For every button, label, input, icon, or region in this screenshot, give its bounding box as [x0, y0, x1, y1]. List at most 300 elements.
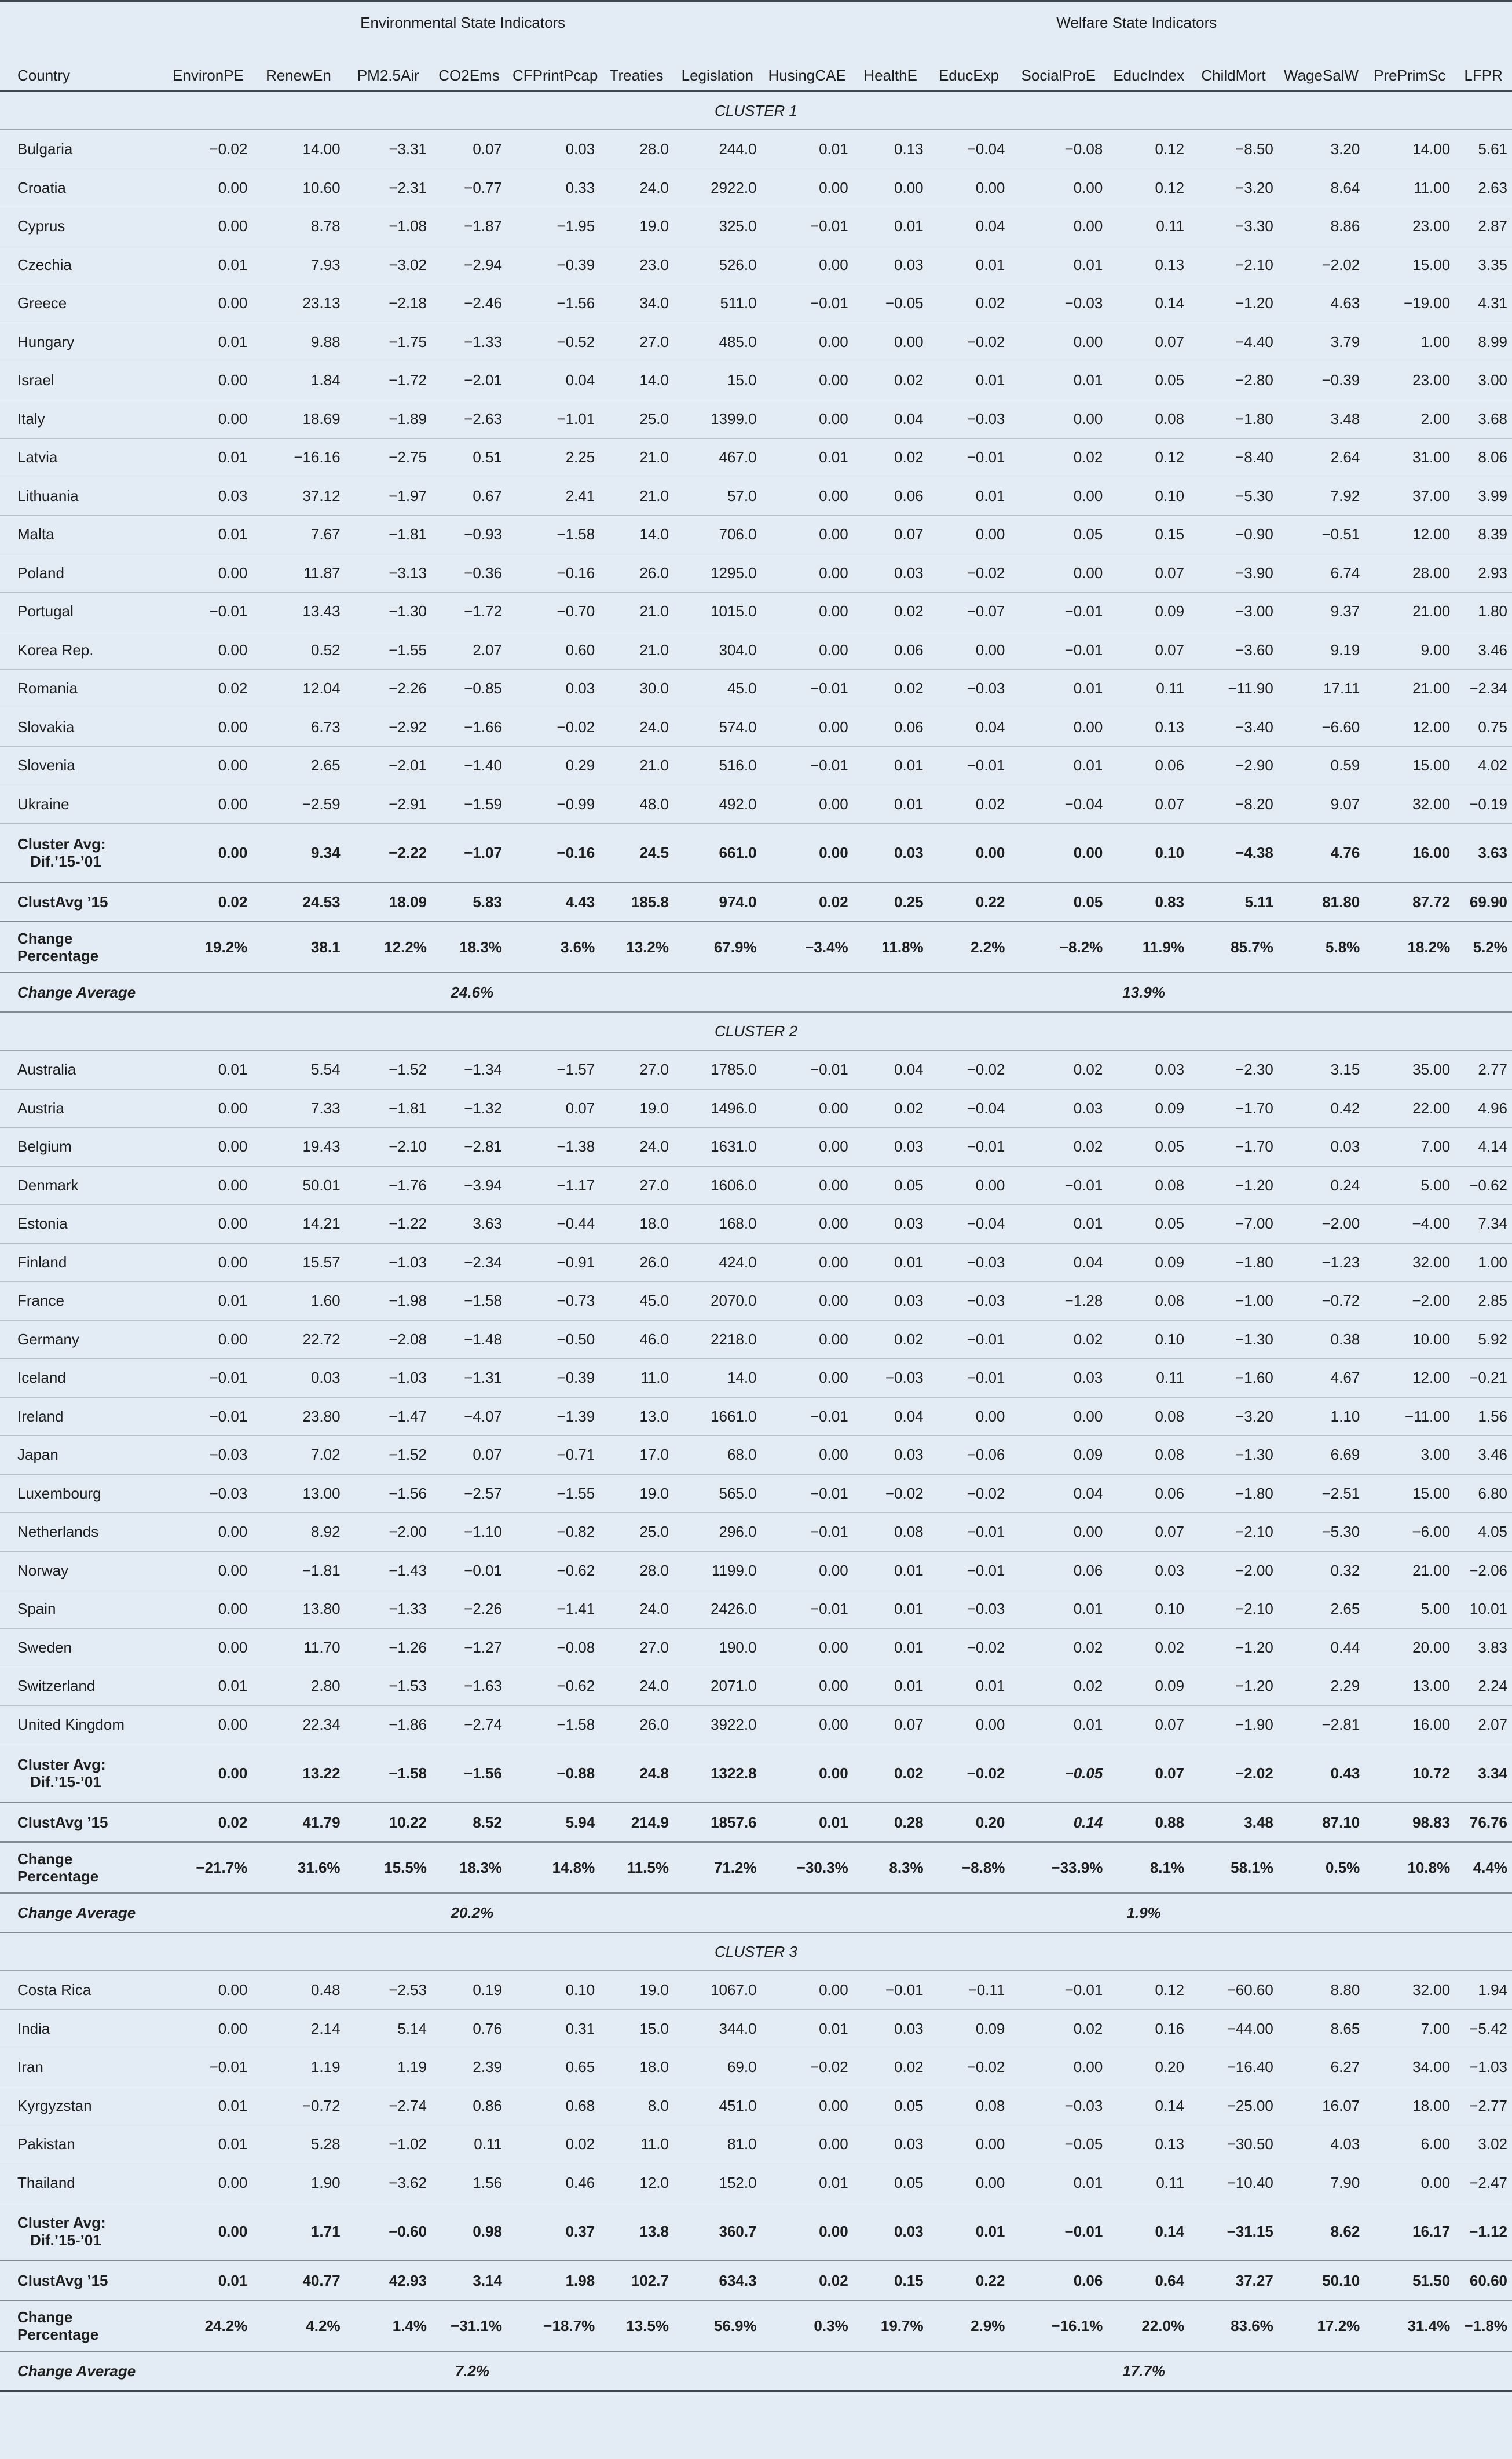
country-name: Romania — [0, 670, 164, 708]
table-cell: 0.08 — [853, 1513, 928, 1552]
table-cell: 12.00 — [1364, 1359, 1455, 1398]
table-row — [0, 169, 1512, 207]
table-cell: 18.0 — [599, 2048, 673, 2087]
clustavg-15-label: ClustAvg ’15 — [0, 882, 164, 922]
table-cell: 0.32 — [1278, 1551, 1364, 1590]
country-name: Luxembourg — [0, 1474, 164, 1513]
table-cell: 68.0 — [673, 1436, 762, 1475]
table-cell: 0.10 — [1107, 1320, 1189, 1359]
table-row — [0, 516, 1512, 554]
country-name: Japan — [0, 1436, 164, 1475]
table-cell: 2071.0 — [673, 1667, 762, 1706]
table-cell: −16.1% — [1009, 2300, 1107, 2351]
change-average-label: Change Average — [0, 973, 345, 1012]
table-cell: −1.59 — [431, 785, 507, 824]
table-cell: 18.3% — [431, 1842, 507, 1893]
table-cell: 0.08 — [1107, 1282, 1189, 1321]
table-cell: 2.80 — [252, 1667, 345, 1706]
table-cell: 7.02 — [252, 1436, 345, 1475]
table-cell: 0.09 — [1107, 1089, 1189, 1128]
table-cell: −31.1% — [431, 2300, 507, 2351]
table-cell: 0.05 — [1107, 1128, 1189, 1167]
column-header-childmort: ChildMort — [1201, 67, 1266, 84]
table-cell: −2.00 — [345, 1513, 431, 1552]
table-cell: 2.65 — [252, 747, 345, 785]
table-cell: −2.92 — [345, 708, 431, 747]
table-cell: −1.12 — [1455, 2202, 1512, 2261]
table-cell: 304.0 — [673, 631, 762, 670]
table-cell: −5.42 — [1455, 2009, 1512, 2048]
table-cell: 0.29 — [507, 747, 599, 785]
table-cell: −0.05 — [853, 284, 928, 323]
table-cell: 1.98 — [507, 2261, 599, 2300]
table-cell: 0.02 — [853, 670, 928, 708]
table-cell: −2.22 — [345, 824, 431, 883]
table-cell: −0.71 — [507, 1436, 599, 1475]
table-cell: 0.03 — [252, 1359, 345, 1398]
table-cell: 2.64 — [1278, 439, 1364, 477]
table-cell: 7.00 — [1364, 2009, 1455, 2048]
country-name: Latvia — [0, 439, 164, 477]
table-cell: −2.51 — [1278, 1474, 1364, 1513]
table-cell: 3.6% — [507, 922, 599, 973]
change-label-line2: Percentage — [17, 1868, 99, 1885]
table-cell: −2.10 — [1189, 1513, 1278, 1552]
table-cell: 0.98 — [431, 2202, 507, 2261]
table-cell: 0.24 — [1278, 1166, 1364, 1205]
avg-label-line1: Cluster Avg: — [17, 835, 106, 853]
table-cell: 0.08 — [1107, 1436, 1189, 1475]
table-cell: −0.19 — [1455, 785, 1512, 824]
table-cell: 0.01 — [164, 1050, 252, 1089]
table-cell: −0.02 — [928, 554, 1010, 593]
table-cell: 28.0 — [599, 1551, 673, 1590]
table-cell: −0.16 — [507, 554, 599, 593]
table-cell: 0.01 — [928, 477, 1010, 516]
table-cell: 31.00 — [1364, 439, 1455, 477]
table-cell: 0.07 — [431, 130, 507, 169]
table-cell: 0.00 — [928, 2164, 1010, 2202]
table-cell: 0.01 — [853, 1590, 928, 1629]
table-cell: −1.39 — [507, 1397, 599, 1436]
table-cell: −2.34 — [431, 1243, 507, 1282]
table-cell: 0.02 — [928, 284, 1010, 323]
table-cell: 0.02 — [507, 2125, 599, 2164]
table-cell: −0.08 — [507, 1628, 599, 1667]
table-row — [0, 2048, 1512, 2087]
table-cell: 71.2% — [673, 1842, 762, 1893]
table-cell: −0.39 — [507, 1359, 599, 1398]
table-cell: 0.03 — [164, 477, 252, 516]
table-cell: 17.11 — [1278, 670, 1364, 708]
table-cell: −1.30 — [1189, 1320, 1278, 1359]
table-cell: −0.02 — [762, 2048, 853, 2087]
country-name: Portugal — [0, 593, 164, 631]
table-cell: 0.00 — [164, 785, 252, 824]
table-cell: −1.58 — [507, 516, 599, 554]
table-cell: 21.0 — [599, 593, 673, 631]
table-cell: 37.27 — [1189, 2261, 1278, 2300]
table-cell: 15.00 — [1364, 747, 1455, 785]
table-row — [0, 1243, 1512, 1282]
table-cell: 2.77 — [1455, 1050, 1512, 1089]
table-cell: 1.56 — [1455, 1397, 1512, 1436]
country-name: Belgium — [0, 1128, 164, 1167]
table-cell: 0.13 — [1107, 246, 1189, 284]
table-cell: −0.01 — [762, 1590, 853, 1629]
table-cell: 0.01 — [762, 439, 853, 477]
country-name: Slovakia — [0, 708, 164, 747]
table-cell: 0.00 — [164, 361, 252, 400]
table-cell: 19.0 — [599, 1971, 673, 2009]
table-cell: 0.25 — [853, 882, 928, 922]
table-cell: −1.08 — [345, 207, 431, 246]
table-cell: −0.50 — [507, 1320, 599, 1359]
table-cell: 1.71 — [252, 2202, 345, 2261]
table-cell: −0.88 — [507, 1744, 599, 1803]
table-cell: −10.40 — [1189, 2164, 1278, 2202]
table-cell: 14.00 — [1364, 130, 1455, 169]
table-cell: 0.03 — [853, 2125, 928, 2164]
table-cell: 516.0 — [673, 747, 762, 785]
table-cell: 1661.0 — [673, 1397, 762, 1436]
table-cell: 0.08 — [1107, 400, 1189, 439]
column-header-legislation: Legislation — [681, 67, 753, 84]
spacer-cell — [1278, 973, 1512, 1012]
table-cell: 0.03 — [853, 1205, 928, 1244]
table-cell: 40.77 — [252, 2261, 345, 2300]
table-cell: 0.07 — [507, 1089, 599, 1128]
table-cell: −19.00 — [1364, 284, 1455, 323]
table-cell: −0.01 — [1009, 1166, 1107, 1205]
table-cell: −1.90 — [1189, 1705, 1278, 1744]
table-cell: 0.07 — [431, 1436, 507, 1475]
table-cell: 0.00 — [928, 631, 1010, 670]
table-cell: 2.65 — [1278, 1590, 1364, 1629]
table-cell: 27.0 — [599, 1628, 673, 1667]
table-cell: 2.39 — [431, 2048, 507, 2087]
table-cell: 0.13 — [853, 130, 928, 169]
table-cell: 14.0 — [599, 361, 673, 400]
table-cell: 0.86 — [431, 2087, 507, 2125]
table-cell: 8.99 — [1455, 323, 1512, 361]
table-cell: 1.4% — [345, 2300, 431, 2351]
table-cell: 9.07 — [1278, 785, 1364, 824]
table-cell: 0.12 — [1107, 169, 1189, 207]
table-cell: 2.87 — [1455, 207, 1512, 246]
table-cell: 5.61 — [1455, 130, 1512, 169]
table-cell: 5.83 — [431, 882, 507, 922]
country-name: Ireland — [0, 1397, 164, 1436]
table-cell: 0.48 — [252, 1971, 345, 2009]
table-cell: 67.9% — [673, 922, 762, 973]
table-cell: 19.43 — [252, 1128, 345, 1167]
table-cell: 0.00 — [164, 1166, 252, 1205]
table-cell: −3.90 — [1189, 554, 1278, 593]
table-cell: −0.01 — [762, 1513, 853, 1552]
table-cell: 14.0 — [673, 1359, 762, 1398]
table-cell: −0.01 — [762, 1050, 853, 1089]
table-cell: 2.25 — [507, 439, 599, 477]
table-cell: −0.01 — [928, 1551, 1010, 1590]
table-cell: 344.0 — [673, 2009, 762, 2048]
table-cell: −0.01 — [762, 747, 853, 785]
table-cell: −2.77 — [1455, 2087, 1512, 2125]
table-cell: 0.04 — [1009, 1474, 1107, 1513]
table-cell: 0.51 — [431, 439, 507, 477]
clustavg-15-label: ClustAvg ’15 — [0, 1803, 164, 1842]
table-cell: 2.85 — [1455, 1282, 1512, 1321]
table-cell: 0.02 — [853, 1320, 928, 1359]
table-cell: −1.22 — [345, 1205, 431, 1244]
table-cell: 2.24 — [1455, 1667, 1512, 1706]
table-cell: 3.35 — [1455, 246, 1512, 284]
table-cell: 0.05 — [853, 2087, 928, 2125]
table-cell: 26.0 — [599, 554, 673, 593]
table-cell: −0.01 — [762, 1474, 853, 1513]
table-cell: 2922.0 — [673, 169, 762, 207]
table-cell: 3.48 — [1189, 1803, 1278, 1842]
cluster-title: CLUSTER 2 — [0, 1012, 1512, 1050]
table-row — [0, 2125, 1512, 2164]
table-cell: 16.00 — [1364, 824, 1455, 883]
change-label-line2: Percentage — [17, 947, 99, 964]
table-row — [0, 670, 1512, 708]
table-cell: 102.7 — [599, 2261, 673, 2300]
table-cell: −1.00 — [1189, 1282, 1278, 1321]
table-cell: 5.00 — [1364, 1590, 1455, 1629]
table-cell: 3.00 — [1455, 361, 1512, 400]
table-cell: −2.01 — [431, 361, 507, 400]
column-header-educexp: EducExp — [938, 67, 1000, 84]
table-cell: 661.0 — [673, 824, 762, 883]
table-row — [0, 1436, 1512, 1475]
table-cell: 3.79 — [1278, 323, 1364, 361]
table-cell: 0.11 — [1107, 1359, 1189, 1398]
table-cell: 0.12 — [1107, 1971, 1189, 2009]
table-cell: 0.11 — [1107, 670, 1189, 708]
table-cell: 1.00 — [1364, 323, 1455, 361]
table-cell: −1.30 — [345, 593, 431, 631]
table-cell: −1.31 — [431, 1359, 507, 1398]
change-average-welfare: 17.7% — [1009, 2351, 1277, 2391]
table-cell: 4.31 — [1455, 284, 1512, 323]
table-cell: 6.74 — [1278, 554, 1364, 593]
country-name: Germany — [0, 1320, 164, 1359]
table-cell: 1785.0 — [673, 1050, 762, 1089]
table-cell: 0.00 — [762, 2087, 853, 2125]
table-row — [0, 1128, 1512, 1167]
table-cell: 4.76 — [1278, 824, 1364, 883]
table-cell: −0.03 — [1009, 284, 1107, 323]
table-cell: −1.20 — [1189, 284, 1278, 323]
table-cell: 85.7% — [1189, 922, 1278, 973]
change-label-line1: Change — [17, 2308, 73, 2326]
table-cell: −0.36 — [431, 554, 507, 593]
table-cell: 0.01 — [928, 361, 1010, 400]
table-row — [0, 130, 1512, 169]
table-cell: −2.01 — [345, 747, 431, 785]
table-cell: 5.28 — [252, 2125, 345, 2164]
table-cell: −1.52 — [345, 1050, 431, 1089]
table-cell: 21.0 — [599, 477, 673, 516]
table-cell: −2.59 — [252, 785, 345, 824]
table-cell: 3.34 — [1455, 1744, 1512, 1803]
table-cell: 0.00 — [762, 824, 853, 883]
table-cell: 0.00 — [164, 1205, 252, 1244]
column-header-wagesalw: WageSalW — [1284, 67, 1359, 84]
table-cell: 8.0 — [599, 2087, 673, 2125]
table-cell: 0.00 — [762, 1667, 853, 1706]
table-cell: −3.40 — [1189, 708, 1278, 747]
cluster-title: CLUSTER 1 — [0, 92, 1512, 130]
table-cell: −1.70 — [1189, 1089, 1278, 1128]
table-cell: 0.03 — [853, 1436, 928, 1475]
table-cell: 17.0 — [599, 1436, 673, 1475]
change-average-welfare: 13.9% — [1009, 973, 1277, 1012]
table-cell: 0.08 — [928, 2087, 1010, 2125]
table-cell: 0.01 — [164, 2087, 252, 2125]
table-cell: −0.01 — [928, 439, 1010, 477]
table-row — [0, 2164, 1512, 2202]
table-cell: −1.58 — [431, 1282, 507, 1321]
table-cell: −3.20 — [1189, 1397, 1278, 1436]
table-cell: 2.93 — [1455, 554, 1512, 593]
table-row — [0, 1590, 1512, 1629]
table-cell: −4.38 — [1189, 824, 1278, 883]
table-cell: −0.01 — [928, 1128, 1010, 1167]
column-header-lfpr: LFPR — [1464, 67, 1503, 84]
table-row — [0, 1050, 1512, 1089]
table-cell: −0.04 — [928, 1089, 1010, 1128]
table-cell: −0.91 — [507, 1243, 599, 1282]
table-cell: 0.06 — [1009, 2261, 1107, 2300]
table-cell: 0.00 — [164, 1551, 252, 1590]
table-cell: 0.59 — [1278, 747, 1364, 785]
table-cell: 190.0 — [673, 1628, 762, 1667]
table-cell: 4.96 — [1455, 1089, 1512, 1128]
table-cell: 1322.8 — [673, 1744, 762, 1803]
table-cell: 7.00 — [1364, 1128, 1455, 1167]
table-cell: 17.2% — [1278, 2300, 1364, 2351]
table-row — [0, 554, 1512, 593]
table-cell: 15.0 — [673, 361, 762, 400]
table-cell: 0.14 — [1107, 2202, 1189, 2261]
table-cell: 10.22 — [345, 1803, 431, 1842]
table-cell: 0.00 — [762, 2202, 853, 2261]
table-cell: −1.76 — [345, 1166, 431, 1205]
table-cell: −0.04 — [928, 1205, 1010, 1244]
column-header-healthe: HealthE — [863, 67, 917, 84]
table-cell: 0.07 — [853, 1705, 928, 1744]
table-cell: 4.67 — [1278, 1359, 1364, 1398]
table-cell: 11.8% — [853, 922, 928, 973]
table-cell: −0.01 — [1009, 593, 1107, 631]
table-cell: −4.00 — [1364, 1205, 1455, 1244]
table-cell: 0.00 — [762, 593, 853, 631]
table-cell: 0.06 — [1009, 1551, 1107, 1590]
table-cell: 526.0 — [673, 246, 762, 284]
table-cell: −0.01 — [762, 670, 853, 708]
table-cell: −1.32 — [431, 1089, 507, 1128]
table-cell: −4.40 — [1189, 323, 1278, 361]
table-cell: 0.04 — [853, 1050, 928, 1089]
table-cell: −0.01 — [928, 1359, 1010, 1398]
table-cell: 0.00 — [164, 1590, 252, 1629]
table-cell: −1.66 — [431, 708, 507, 747]
table-cell: 0.03 — [853, 1282, 928, 1321]
spacer-cell — [599, 973, 1009, 1012]
table-cell: −1.81 — [345, 1089, 431, 1128]
cluster-avg-row — [0, 1744, 1512, 1803]
country-name: Greece — [0, 284, 164, 323]
column-header-preprimsc: PrePrimSc — [1374, 67, 1446, 84]
table-cell: −3.31 — [345, 130, 431, 169]
table-cell: 23.00 — [1364, 207, 1455, 246]
change-percentage-row — [0, 2300, 1512, 2351]
cluster-title-row — [0, 1932, 1512, 1971]
table-cell: 485.0 — [673, 323, 762, 361]
table-cell: 0.43 — [1278, 1744, 1364, 1803]
table-row — [0, 1397, 1512, 1436]
table-cell: −2.10 — [1189, 1590, 1278, 1629]
table-cell: 0.04 — [507, 361, 599, 400]
table-cell: −0.05 — [1009, 2125, 1107, 2164]
table-cell: 0.00 — [164, 1128, 252, 1167]
table-cell: 8.06 — [1455, 439, 1512, 477]
table-cell: 0.00 — [762, 785, 853, 824]
table-cell: 5.54 — [252, 1050, 345, 1089]
table-cell: 0.02 — [1107, 1628, 1189, 1667]
table-cell: 6.27 — [1278, 2048, 1364, 2087]
table-cell: 9.00 — [1364, 631, 1455, 670]
table-cell: −1.58 — [345, 1744, 431, 1803]
table-row — [0, 1628, 1512, 1667]
column-header-cfprintpcap: CFPrintPcap — [512, 67, 598, 84]
table-cell: 8.3% — [853, 1842, 928, 1893]
table-cell: 18.2% — [1364, 922, 1455, 973]
table-cell: 0.00 — [164, 2164, 252, 2202]
table-cell: 0.01 — [853, 785, 928, 824]
table-cell: 0.00 — [928, 824, 1010, 883]
table-cell: −3.62 — [345, 2164, 431, 2202]
table-cell: −0.02 — [928, 1744, 1010, 1803]
table-cell: −1.10 — [431, 1513, 507, 1552]
change-average-env: 24.6% — [345, 973, 600, 1012]
country-name: India — [0, 2009, 164, 2048]
table-cell: 18.00 — [1364, 2087, 1455, 2125]
table-cell: 8.52 — [431, 1803, 507, 1842]
table-cell: 0.37 — [507, 2202, 599, 2261]
table-cell: 0.00 — [762, 516, 853, 554]
table-cell: 0.00 — [1009, 477, 1107, 516]
table-cell: 0.00 — [164, 1243, 252, 1282]
table-cell: −4.07 — [431, 1397, 507, 1436]
table-cell: 0.01 — [853, 1243, 928, 1282]
table-cell: 13.2% — [599, 922, 673, 973]
table-cell: 0.00 — [762, 1359, 853, 1398]
table-cell: 0.00 — [762, 1628, 853, 1667]
table-cell: 0.00 — [928, 516, 1010, 554]
country-name: Estonia — [0, 1205, 164, 1244]
table-cell: 35.00 — [1364, 1050, 1455, 1089]
table-cell: 12.04 — [252, 670, 345, 708]
table-cell: 11.00 — [1364, 169, 1455, 207]
table-cell: 0.03 — [853, 824, 928, 883]
table-cell: −30.3% — [762, 1842, 853, 1893]
change-percentage-label — [0, 2300, 164, 2351]
table-cell: −1.03 — [345, 1359, 431, 1398]
